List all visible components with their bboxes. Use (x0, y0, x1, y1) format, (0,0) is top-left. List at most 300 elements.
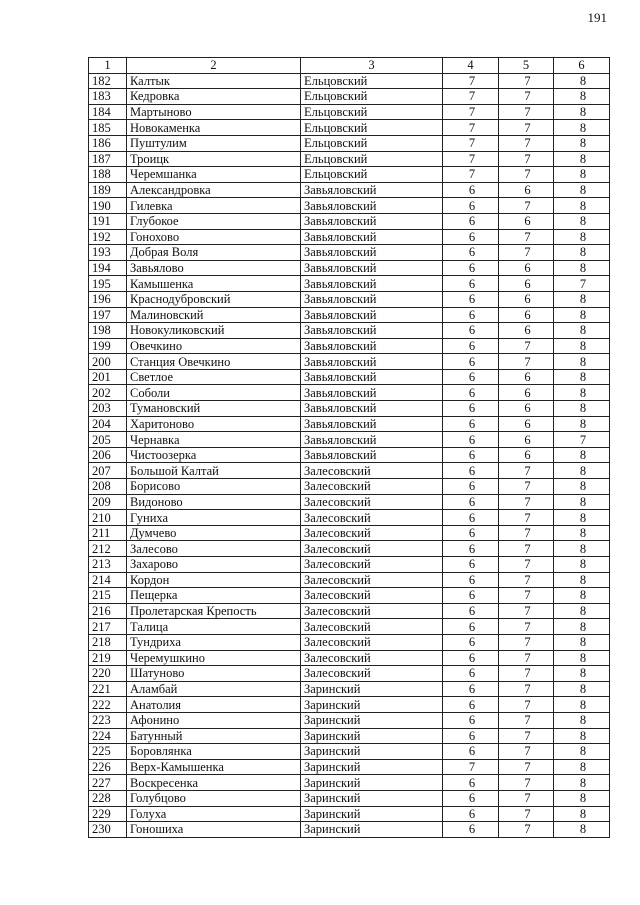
settlement-name: Малиновский (127, 307, 301, 323)
district-name: Ельцовский (301, 120, 443, 136)
value-col-4: 6 (443, 463, 499, 479)
settlement-name: Залесово (127, 541, 301, 557)
value-col-4: 6 (443, 416, 499, 432)
value-col-4: 6 (443, 603, 499, 619)
value-col-5: 7 (499, 510, 554, 526)
value-col-6: 8 (554, 728, 610, 744)
value-col-4: 7 (443, 167, 499, 183)
value-col-6: 8 (554, 697, 610, 713)
value-col-4: 6 (443, 790, 499, 806)
value-col-6: 8 (554, 790, 610, 806)
value-col-4: 6 (443, 182, 499, 198)
value-col-4: 6 (443, 276, 499, 292)
value-col-4: 6 (443, 494, 499, 510)
value-col-5: 7 (499, 463, 554, 479)
value-col-6: 8 (554, 759, 610, 775)
district-name: Завьяловский (301, 369, 443, 385)
value-col-5: 7 (499, 588, 554, 604)
district-name: Залесовский (301, 650, 443, 666)
district-name: Ельцовский (301, 73, 443, 89)
value-col-5: 6 (499, 447, 554, 463)
value-col-6: 7 (554, 276, 610, 292)
table-row (89, 494, 610, 510)
row-number: 211 (89, 525, 127, 541)
settlement-name: Борисово (127, 479, 301, 495)
table-row (89, 198, 610, 214)
table-row (89, 291, 610, 307)
table-row (89, 369, 610, 385)
district-name: Залесовский (301, 666, 443, 682)
row-number: 187 (89, 151, 127, 167)
value-col-6: 8 (554, 369, 610, 385)
settlement-name: Голубцово (127, 790, 301, 806)
settlement-name: Голуха (127, 806, 301, 822)
column-header: 5 (499, 58, 554, 74)
district-name: Завьяловский (301, 307, 443, 323)
value-col-6: 8 (554, 588, 610, 604)
district-name: Завьяловский (301, 338, 443, 354)
district-name: Завьяловский (301, 447, 443, 463)
value-col-4: 6 (443, 806, 499, 822)
value-col-5: 7 (499, 681, 554, 697)
table-header-row (89, 58, 610, 74)
value-col-5: 6 (499, 432, 554, 448)
district-name: Ельцовский (301, 135, 443, 151)
value-col-5: 6 (499, 276, 554, 292)
value-col-4: 6 (443, 525, 499, 541)
value-col-4: 7 (443, 135, 499, 151)
page-number: 191 (587, 10, 607, 25)
settlement-name: Калтык (127, 73, 301, 89)
column-header: 1 (89, 58, 127, 74)
settlement-name: Аламбай (127, 681, 301, 697)
value-col-6: 8 (554, 291, 610, 307)
table-row (89, 479, 610, 495)
row-number: 206 (89, 447, 127, 463)
district-name: Завьяловский (301, 432, 443, 448)
value-col-5: 6 (499, 385, 554, 401)
settlement-name: Чистоозерка (127, 447, 301, 463)
value-col-4: 6 (443, 291, 499, 307)
value-col-5: 7 (499, 775, 554, 791)
value-col-4: 6 (443, 619, 499, 635)
row-number: 226 (89, 759, 127, 775)
district-name: Ельцовский (301, 151, 443, 167)
value-col-4: 6 (443, 510, 499, 526)
value-col-6: 8 (554, 806, 610, 822)
value-col-4: 6 (443, 697, 499, 713)
district-name: Завьяловский (301, 416, 443, 432)
settlement-name: Видоново (127, 494, 301, 510)
table-row (89, 245, 610, 261)
settlement-name: Боровлянка (127, 744, 301, 760)
value-col-5: 7 (499, 759, 554, 775)
settlement-name: Пролетарская Крепость (127, 603, 301, 619)
row-number: 210 (89, 510, 127, 526)
table-row (89, 525, 610, 541)
district-name: Залесовский (301, 510, 443, 526)
value-col-5: 7 (499, 198, 554, 214)
value-col-6: 8 (554, 619, 610, 635)
value-col-6: 8 (554, 822, 610, 838)
value-col-6: 8 (554, 416, 610, 432)
value-col-4: 6 (443, 213, 499, 229)
value-col-6: 8 (554, 479, 610, 495)
table-row (89, 744, 610, 760)
value-col-5: 7 (499, 135, 554, 151)
value-col-5: 7 (499, 806, 554, 822)
value-col-6: 8 (554, 634, 610, 650)
row-number: 215 (89, 588, 127, 604)
value-col-4: 6 (443, 432, 499, 448)
value-col-5: 7 (499, 712, 554, 728)
settlement-name: Харитоново (127, 416, 301, 432)
row-number: 214 (89, 572, 127, 588)
district-name: Залесовский (301, 463, 443, 479)
settlement-name: Добрая Воля (127, 245, 301, 261)
row-number: 195 (89, 276, 127, 292)
value-col-5: 7 (499, 666, 554, 682)
table-row (89, 728, 610, 744)
table-row (89, 167, 610, 183)
district-name: Залесовский (301, 588, 443, 604)
value-col-6: 8 (554, 463, 610, 479)
table-row (89, 822, 610, 838)
value-col-4: 7 (443, 151, 499, 167)
district-name: Залесовский (301, 494, 443, 510)
value-col-5: 7 (499, 744, 554, 760)
value-col-4: 6 (443, 712, 499, 728)
value-col-5: 7 (499, 572, 554, 588)
district-name: Ельцовский (301, 104, 443, 120)
value-col-6: 8 (554, 120, 610, 136)
value-col-5: 7 (499, 229, 554, 245)
row-number: 220 (89, 666, 127, 682)
value-col-4: 6 (443, 775, 499, 791)
table-row (89, 572, 610, 588)
table-row (89, 307, 610, 323)
row-number: 222 (89, 697, 127, 713)
table-row (89, 790, 610, 806)
district-name: Заринский (301, 744, 443, 760)
value-col-4: 7 (443, 89, 499, 105)
settlement-name: Мартыново (127, 104, 301, 120)
value-col-5: 7 (499, 245, 554, 261)
settlement-name: Шатуново (127, 666, 301, 682)
table-row (89, 806, 610, 822)
value-col-4: 6 (443, 385, 499, 401)
row-number: 184 (89, 104, 127, 120)
row-number: 221 (89, 681, 127, 697)
value-col-4: 6 (443, 822, 499, 838)
settlement-name: Пуштулим (127, 135, 301, 151)
value-col-5: 7 (499, 354, 554, 370)
settlement-name: Соболи (127, 385, 301, 401)
row-number: 205 (89, 432, 127, 448)
value-col-6: 8 (554, 385, 610, 401)
settlement-name: Кедровка (127, 89, 301, 105)
district-name: Залесовский (301, 603, 443, 619)
settlement-name: Захарово (127, 557, 301, 573)
settlement-name: Овечкино (127, 338, 301, 354)
row-number: 199 (89, 338, 127, 354)
value-col-5: 7 (499, 120, 554, 136)
value-col-5: 6 (499, 416, 554, 432)
settlement-name: Александровка (127, 182, 301, 198)
value-col-6: 8 (554, 245, 610, 261)
row-number: 186 (89, 135, 127, 151)
district-name: Заринский (301, 681, 443, 697)
settlement-name: Гоношиха (127, 822, 301, 838)
settlement-name: Светлое (127, 369, 301, 385)
value-col-4: 6 (443, 681, 499, 697)
table-row (89, 463, 610, 479)
row-number: 208 (89, 479, 127, 495)
settlement-name: Афонино (127, 712, 301, 728)
row-number: 223 (89, 712, 127, 728)
value-col-5: 7 (499, 728, 554, 744)
row-number: 197 (89, 307, 127, 323)
value-col-4: 6 (443, 572, 499, 588)
table-row (89, 104, 610, 120)
table-row (89, 151, 610, 167)
settlement-name: Батунный (127, 728, 301, 744)
district-name: Завьяловский (301, 291, 443, 307)
settlement-name: Большой Калтай (127, 463, 301, 479)
value-col-4: 6 (443, 666, 499, 682)
value-col-4: 6 (443, 323, 499, 339)
row-number: 203 (89, 401, 127, 417)
district-name: Завьяловский (301, 354, 443, 370)
value-col-5: 7 (499, 619, 554, 635)
value-col-4: 6 (443, 401, 499, 417)
value-col-6: 8 (554, 666, 610, 682)
value-col-4: 6 (443, 307, 499, 323)
table-row (89, 260, 610, 276)
value-col-4: 6 (443, 369, 499, 385)
table-row (89, 401, 610, 417)
settlement-name: Станция Овечкино (127, 354, 301, 370)
value-col-6: 8 (554, 260, 610, 276)
settlement-name: Новокаменка (127, 120, 301, 136)
value-col-5: 7 (499, 557, 554, 573)
district-name: Залесовский (301, 619, 443, 635)
row-number: 212 (89, 541, 127, 557)
settlement-name: Чернавка (127, 432, 301, 448)
district-name: Залесовский (301, 634, 443, 650)
value-col-6: 8 (554, 151, 610, 167)
settlement-name: Кордон (127, 572, 301, 588)
table-row (89, 385, 610, 401)
value-col-4: 6 (443, 479, 499, 495)
row-number: 201 (89, 369, 127, 385)
table-row (89, 135, 610, 151)
table-row (89, 588, 610, 604)
table-row (89, 650, 610, 666)
settlement-name: Тундриха (127, 634, 301, 650)
district-name: Заринский (301, 759, 443, 775)
value-col-5: 6 (499, 260, 554, 276)
district-name: Заринский (301, 790, 443, 806)
settlement-name: Завьялово (127, 260, 301, 276)
table-row (89, 229, 610, 245)
district-name: Завьяловский (301, 385, 443, 401)
value-col-6: 8 (554, 73, 610, 89)
district-name: Заринский (301, 822, 443, 838)
settlement-name: Черемшанка (127, 167, 301, 183)
row-number: 227 (89, 775, 127, 791)
district-name: Завьяловский (301, 323, 443, 339)
value-col-5: 7 (499, 494, 554, 510)
row-number: 228 (89, 790, 127, 806)
value-col-6: 8 (554, 603, 610, 619)
row-number: 200 (89, 354, 127, 370)
value-col-6: 8 (554, 229, 610, 245)
table-row (89, 712, 610, 728)
district-name: Залесовский (301, 557, 443, 573)
table-row (89, 634, 610, 650)
value-col-4: 6 (443, 744, 499, 760)
settlement-name: Верх-Камышенка (127, 759, 301, 775)
settlement-name: Талица (127, 619, 301, 635)
value-col-6: 8 (554, 650, 610, 666)
row-number: 189 (89, 182, 127, 198)
table-row (89, 697, 610, 713)
table-row (89, 276, 610, 292)
row-number: 194 (89, 260, 127, 276)
column-header: 2 (127, 58, 301, 74)
value-col-6: 8 (554, 557, 610, 573)
value-col-6: 8 (554, 775, 610, 791)
value-col-5: 7 (499, 541, 554, 557)
settlement-name: Глубокое (127, 213, 301, 229)
value-col-5: 6 (499, 401, 554, 417)
settlement-name: Черемушкино (127, 650, 301, 666)
row-number: 192 (89, 229, 127, 245)
value-col-6: 8 (554, 401, 610, 417)
value-col-4: 7 (443, 120, 499, 136)
table-row (89, 603, 610, 619)
value-col-6: 7 (554, 432, 610, 448)
table-row (89, 432, 610, 448)
table-row (89, 73, 610, 89)
value-col-4: 6 (443, 557, 499, 573)
value-col-4: 6 (443, 634, 499, 650)
value-col-6: 8 (554, 494, 610, 510)
table-row (89, 619, 610, 635)
district-name: Залесовский (301, 541, 443, 557)
value-col-4: 6 (443, 260, 499, 276)
value-col-5: 7 (499, 650, 554, 666)
row-number: 229 (89, 806, 127, 822)
value-col-5: 7 (499, 104, 554, 120)
row-number: 182 (89, 73, 127, 89)
table-body (89, 73, 610, 837)
value-col-5: 6 (499, 323, 554, 339)
table-row (89, 120, 610, 136)
row-number: 219 (89, 650, 127, 666)
value-col-4: 7 (443, 73, 499, 89)
row-number: 204 (89, 416, 127, 432)
settlement-name: Гуниха (127, 510, 301, 526)
table-row (89, 759, 610, 775)
row-number: 202 (89, 385, 127, 401)
value-col-5: 7 (499, 634, 554, 650)
value-col-5: 7 (499, 822, 554, 838)
value-col-6: 8 (554, 744, 610, 760)
district-name: Залесовский (301, 525, 443, 541)
value-col-6: 8 (554, 541, 610, 557)
value-col-4: 6 (443, 650, 499, 666)
row-number: 216 (89, 603, 127, 619)
district-name: Залесовский (301, 479, 443, 495)
row-number: 225 (89, 744, 127, 760)
value-col-5: 6 (499, 213, 554, 229)
district-name: Завьяловский (301, 276, 443, 292)
value-col-5: 7 (499, 73, 554, 89)
district-name: Заринский (301, 806, 443, 822)
table-row (89, 541, 610, 557)
row-number: 218 (89, 634, 127, 650)
row-number: 230 (89, 822, 127, 838)
value-col-5: 6 (499, 369, 554, 385)
value-col-6: 8 (554, 447, 610, 463)
value-col-5: 7 (499, 790, 554, 806)
settlement-name: Тумановский (127, 401, 301, 417)
table-row (89, 510, 610, 526)
row-number: 196 (89, 291, 127, 307)
value-col-6: 8 (554, 307, 610, 323)
value-col-6: 8 (554, 198, 610, 214)
settlement-name: Гонохово (127, 229, 301, 245)
value-col-6: 8 (554, 572, 610, 588)
value-col-6: 8 (554, 338, 610, 354)
settlement-name: Гилевка (127, 198, 301, 214)
value-col-4: 6 (443, 354, 499, 370)
table-row (89, 338, 610, 354)
settlement-name: Думчево (127, 525, 301, 541)
table-row (89, 416, 610, 432)
settlements-table (88, 57, 610, 838)
settlement-name: Пещерка (127, 588, 301, 604)
value-col-6: 8 (554, 712, 610, 728)
row-number: 207 (89, 463, 127, 479)
table-row (89, 354, 610, 370)
district-name: Завьяловский (301, 260, 443, 276)
table-row (89, 557, 610, 573)
value-col-4: 6 (443, 588, 499, 604)
row-number: 198 (89, 323, 127, 339)
district-name: Завьяловский (301, 213, 443, 229)
settlement-name: Троицк (127, 151, 301, 167)
district-name: Завьяловский (301, 198, 443, 214)
table-row (89, 666, 610, 682)
district-name: Заринский (301, 728, 443, 744)
value-col-4: 6 (443, 338, 499, 354)
district-name: Завьяловский (301, 245, 443, 261)
value-col-6: 8 (554, 104, 610, 120)
district-name: Завьяловский (301, 401, 443, 417)
value-col-6: 8 (554, 681, 610, 697)
value-col-6: 8 (554, 182, 610, 198)
value-col-5: 7 (499, 603, 554, 619)
row-number: 193 (89, 245, 127, 261)
district-name: Заринский (301, 775, 443, 791)
settlement-name: Краснодубровский (127, 291, 301, 307)
row-number: 190 (89, 198, 127, 214)
table-row (89, 447, 610, 463)
value-col-5: 6 (499, 182, 554, 198)
